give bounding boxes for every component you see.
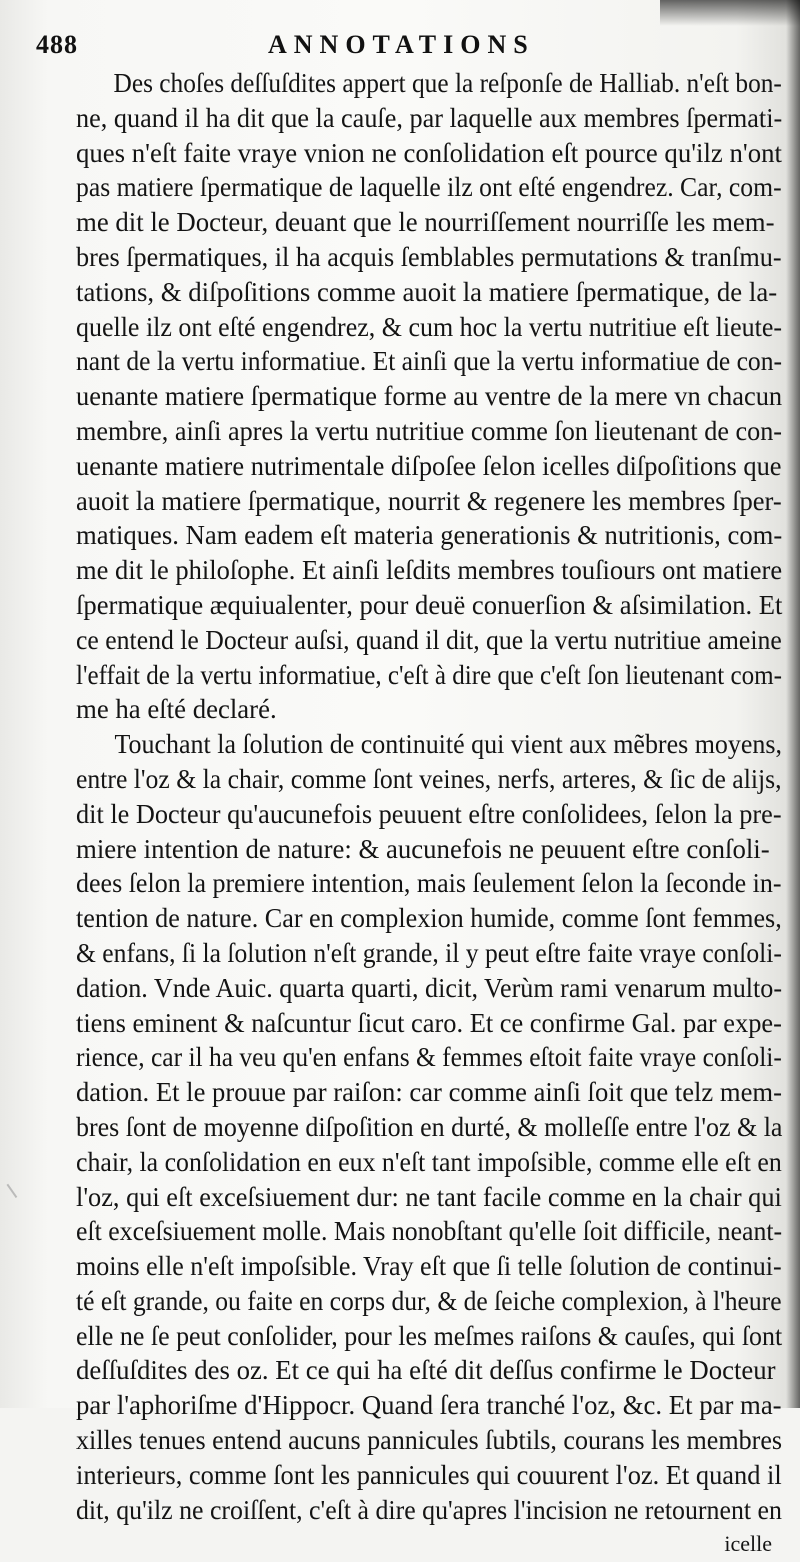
text-line: me dit le Docteur, deuant que le nourriſſement nourriſſe les mem- [76,207,775,238]
text-line: entre l'oz & la chair, comme ſont veines, nerfs, arteres, & ſic de alijs, [76,763,782,794]
text-line: moins elle n'eſt impoſsible. Vray eſt que ſi telle ſolution de continui- [76,1251,782,1282]
text-line: Des choſes deſſuſdites appert que la reſponſe de Halliab. n'eſt bon- [113,68,782,98]
text-line: xilles tenues entend aucuns pannicules ſubtils, courans les membres [76,1425,783,1456]
text-line: dit le Docteur qu'aucunefois peuuent eſtre conſolidees, ſelon la pre- [76,798,782,829]
text-line: matiques. Nam eadem eſt materia generationis & nutritionis, com- [76,520,783,551]
text-line: ne, quand il ha dit que la cauſe, par laquelle aux membres ſpermati- [76,102,783,133]
text-line: Touchant la ſolution de continuité qui vient aux mẽbres moyens, [114,729,783,760]
text-line: me dit le philoſophe. Et ainſi leſdits membres touſiours ont matiere [76,555,783,586]
text-line: tations, & diſpoſitions comme auoit la matiere ſpermatique, de la- [76,276,778,307]
text-line: uenante matiere nutrimentale diſpoſee ſelon icelles diſpoſitions que [76,450,782,481]
margin-mark [6,1178,25,1198]
text-line: par l'aphoriſme d'Hippocr. Quand ſera tranché l'oz, &c. Et par ma- [76,1390,782,1421]
text-line: l'effait de la vertu informatiue, c'eſt à dire que c'eſt ſon lieutenant com- [76,659,783,690]
text-line: miere intention de nature: & aucunefois ne peuuent eſtre conſoli- [76,833,770,864]
text-line: quelle ilz ont eſté engendrez, & cum hoc la vertu nutritiue eſt lieute- [76,311,783,342]
text-line: té eſt grande, ou faite en corps dur, & de ſeiche complexion, à l'heure [76,1285,782,1316]
text-line: ſpermatique æquiualenter, pour deuë conuerſion & aſsimilation. Et [76,589,783,620]
text-line: uenante matiere ſpermatique forme au ventre de la mere vn chacun [76,381,783,412]
text-line: bres ſont de moyenne diſpoſition en durté, & molleſſe entre l'oz & la [76,1111,783,1142]
text-line: chair, la conſolidation en eux n'eſt tant impoſsible, comme elle eſt en [76,1146,782,1177]
text-line: me ha eſté declaré. [76,694,277,725]
text-line: deſſuſdites des oz. Et ce qui ha eſté dit deſſus confirme le Docteur [76,1355,776,1386]
text-line: ques n'eſt faite vraye vnion ne conſolidation eſt pource qu'ilz n'ont [76,137,782,168]
catchword: icelle [724,1531,772,1557]
text-line: rience, car il ha veu qu'en enfans & femmes eſtoit faite vraye conſoli- [76,1042,782,1073]
text-line: tention de nature. Car en complexion humide, comme ſont femmes, [76,903,782,934]
text-line: auoit la matiere ſpermatique, nourrit & regenere les membres ſper- [76,485,782,516]
text-line: pas matiere ſpermatique de laquelle ilz ont eſté engendrez. Car, com- [76,172,782,203]
text-line: dation. Vnde Auic. quarta quarti, dicit, Verùm rami venarum multo- [76,972,783,1003]
text-line: elle ne ſe peut conſolider, pour les meſmes raiſons & cauſes, qui ſont [76,1320,783,1351]
text-line: dation. Et le prouue par raiſon: car comme ainſi ſoit que telz mem- [76,1077,782,1108]
text-line: l'oz, qui eſt exceſsiuement dur: ne tant facile comme en la chair qui [76,1181,782,1212]
text-line: bres ſpermatiques, il ha acquis ſemblables permutations & tranſmu- [76,241,782,272]
text-line: & enfans, ſi la ſolution n'eſt grande, il y peut eſtre faite vraye conſoli- [76,937,782,968]
page-header [36,26,776,66]
corner-shadow [660,0,800,26]
text-block [76,66,788,1562]
text-line: ce entend le Docteur auſsi, quand il dit, que la vertu nutritiue ameine [76,624,782,655]
text-line: dees ſelon la premiere intention, mais ſeulement ſelon la ſeconde in- [76,868,782,899]
page-number: 488 [36,30,78,59]
text-line: membre, ainſi apres la vertu nutritiue comme ſon lieutenant de con- [76,415,783,446]
text-line: nant de la vertu informatiue. Et ainſi que la vertu informatiue de con- [76,346,782,377]
text-line: tiens eminent & naſcuntur ſicut caro. Et ce confirme Gal. par expe- [76,1007,782,1038]
text-line: interieurs, comme ſont les pannicules qui couurent l'oz. Et quand il [76,1459,782,1490]
text-line: eſt exceſsiuement molle. Mais nonobſtant qu'elle ſoit difficile, neant- [76,1216,783,1247]
running-head: ANNOTATIONS [268,30,535,59]
gutter-shadow [786,0,800,1408]
text-line: dit, qu'ilz ne croiſſent, c'eſt à dire qu'apres l'incision ne retournent en [76,1494,782,1525]
